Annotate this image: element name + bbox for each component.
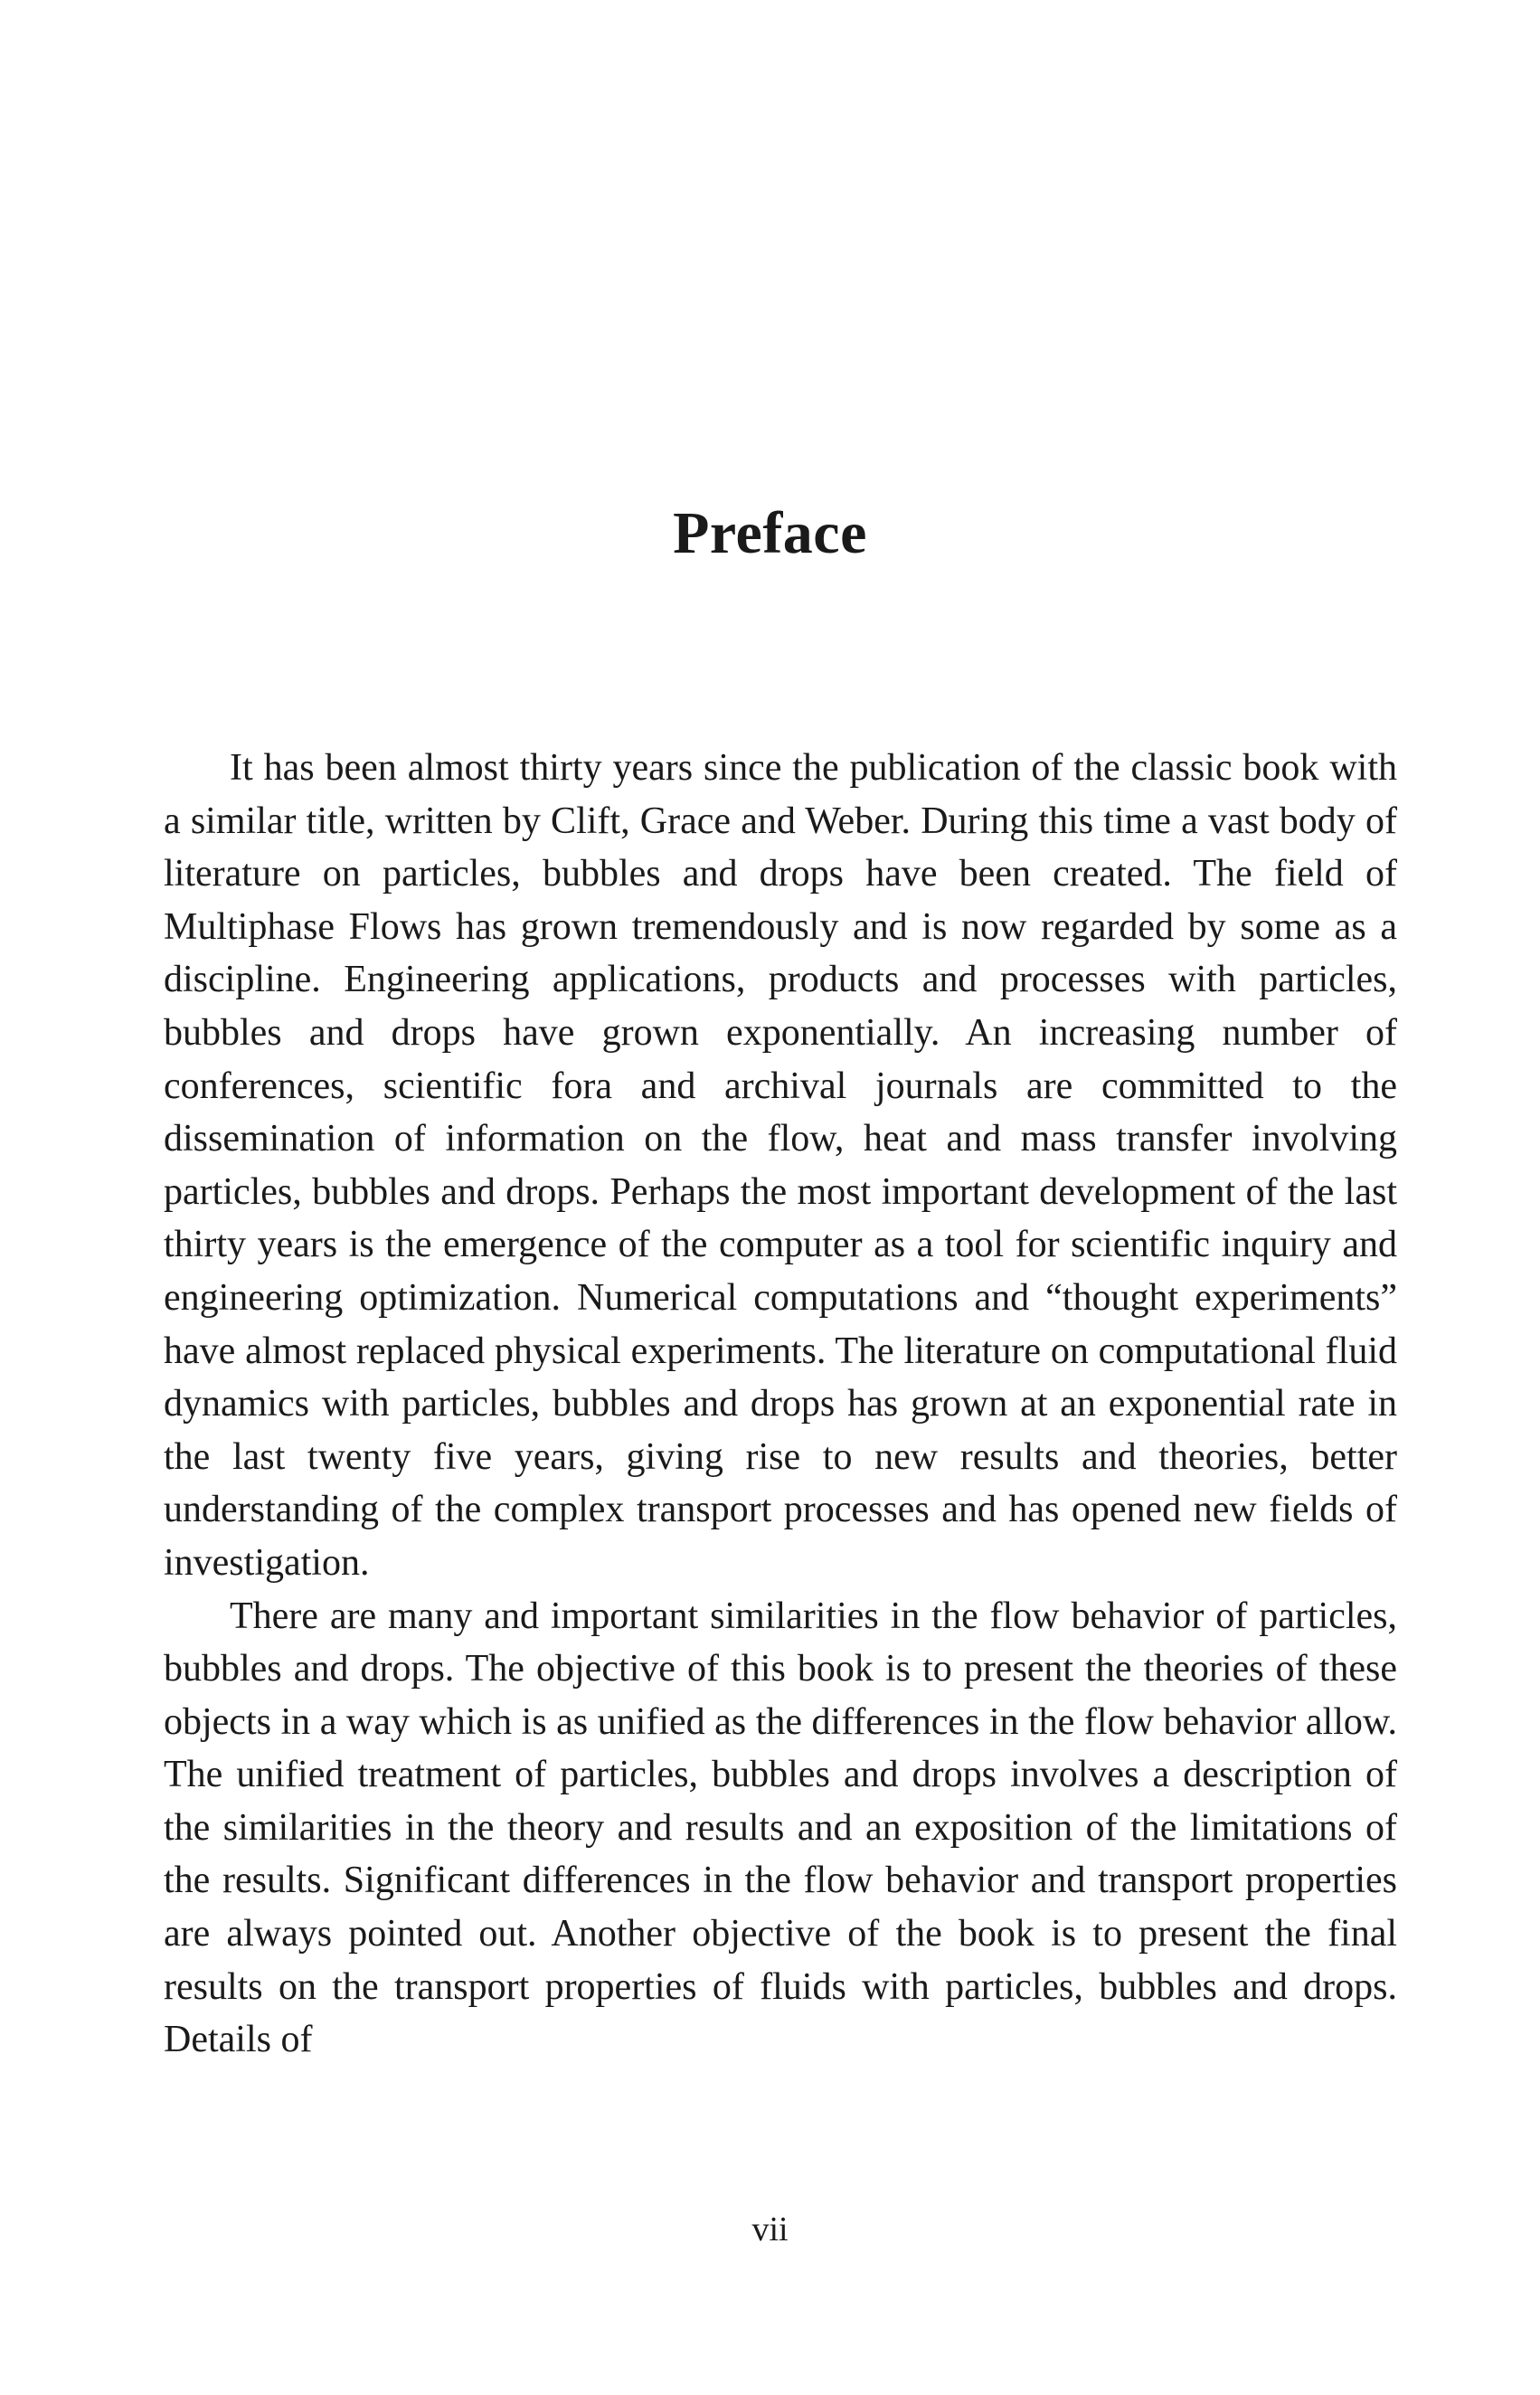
page-title: Preface bbox=[673, 500, 867, 566]
preface-body bbox=[164, 742, 1397, 2067]
paragraph-2: There are many and important similarities in the flow behavior of particles, bubbles and drops. The objective of this book is to present the theories of these objects in a way which is as unified as the differences in the flow behavior allow. The unified treatment of particles, bubbles and drops involves a description of the similarities in the theory and results and an exposition of the limitations of the results. Significant differences in the flow behavior and transport properties are always pointed out. Another objective of the book is to present the final results on the transport properties of fluids with particles, bubbles and drops. Details of bbox=[164, 1595, 1397, 2061]
paragraph-1: It has been almost thirty years since the publication of the classic book with a similar title, written by Clift, Grace and Weber. During this time a vast body of literature on particles, bubbles and drops have been created. The field of Multiphase Flows has grown tremendously and is now regarded by some as a discipline. Engineering applications, products and processes with particles, bubbles and drops have grown exponentially. An increasing number of conferences, scientific fora and archival journals are committed to the dissemination of information on the flow, heat and mass transfer involving particles, bubbles and drops. Perhaps the most important development of the last thirty years is the emergence of the computer as a tool for scientific inquiry and engineering optimization. Numerical computations and “thought experiments” have almost replaced physical experiments. The literature on computational fluid dynamics with particles, bubbles and drops has grown at an exponential rate in the last twenty five years, giving rise to new results and theories, better understanding of the complex transport processes and has opened new fields of investigation. bbox=[164, 747, 1397, 1584]
page-number: vii bbox=[751, 2210, 789, 2248]
